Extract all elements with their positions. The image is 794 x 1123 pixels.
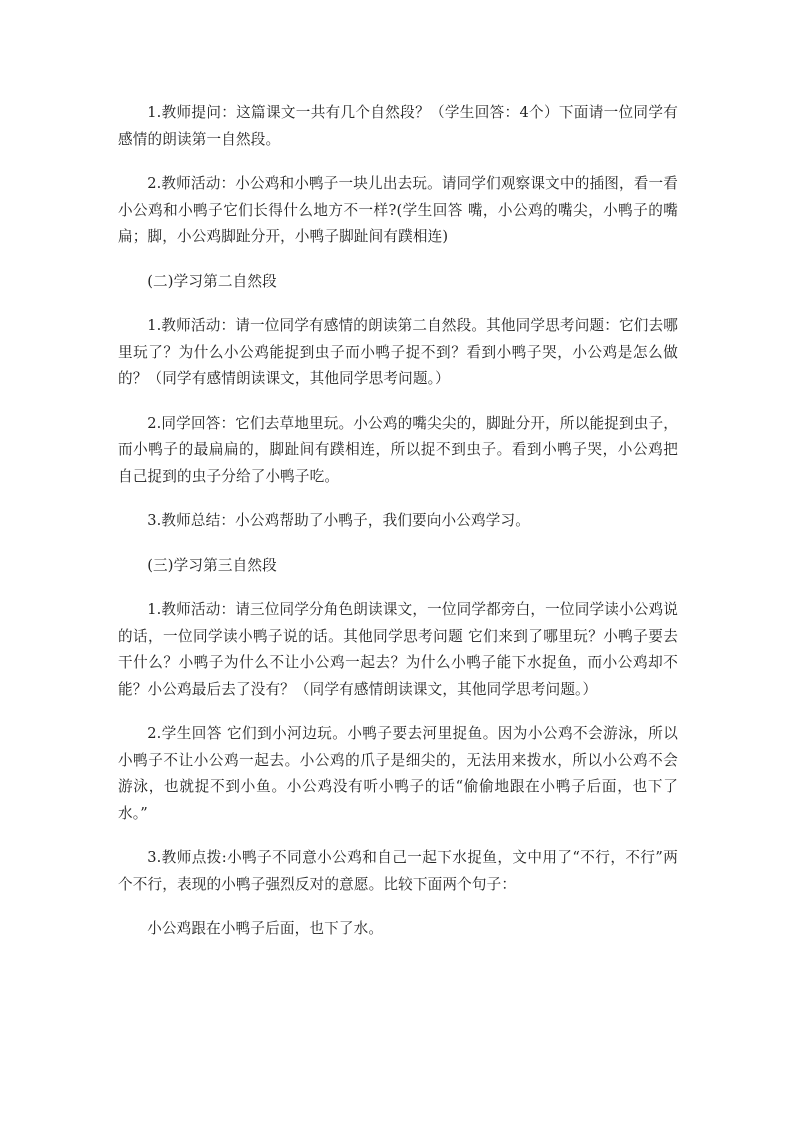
paragraph-teacher-activity-observe: 2.教师活动：小公鸡和小鸭子一块儿出去玩。请同学们观察课文中的插图，看一看小公鸡和小鸭子它们长得什么地方不一样?(学生回答 嘴，小公鸡的嘴尖，小鸭子的嘴扁；脚，小公鸡脚趾分开，小鸭子脚趾间有蹼相连) [118, 175, 678, 245]
paragraph-student-answer-third: 2.学生回答 它们到小河边玩。小鸭子要去河里捉鱼。因为小公鸡不会游泳，所以小鸭子不让小公鸡一起去。小公鸡的爪子是细尖的，无法用来拨水，所以小公鸡不会游泳，也就捉不到小鱼。小公鸡没有听小鸭子的话“偷偷地跟在小鸭子后面，也下了水。” [118, 725, 678, 822]
section-heading-second-paragraph: (二)学习第二自然段 [147, 272, 277, 290]
paragraph-teacher-activity-second: 1.教师活动：请一位同学有感情的朗读第二自然段。其他同学思考问题：它们去哪里玩了？为什么小公鸡能捉到虫子而小鸭子捉不到？看到小鸭子哭，小公鸡是怎么做的？（同学有感情朗读课文，其他同学思考问题。） [118, 317, 678, 387]
paragraph-teacher-question: 1.教师提问：这篇课文一共有几个自然段？（学生回答：4个）下面请一位同学有感情的朗读第一自然段。 [118, 104, 678, 148]
paragraph-teacher-summary: 3.教师总结：小公鸡帮助了小鸭子，我们要向小公鸡学习。 [147, 512, 531, 529]
paragraph-example-sentence: 小公鸡跟在小鸭子后面，也下了水。 [147, 920, 384, 937]
paragraph-teacher-activity-third: 1.教师活动：请三位同学分角色朗读课文，一位同学都旁白，一位同学读小公鸡说的话，一位同学读小鸭子说的话。其他同学思考问题 它们来到了哪里玩？小鸭子要去干什么？小鸭子为什么不让小公鸡一起去？为什么小鸭子能下水捉鱼，而小公鸡却不能？小公鸡最后去了没有？（同学有感情朗读课文，其他同学思考问题。） [118, 601, 678, 698]
section-heading-third-paragraph: (三)学习第三自然段 [147, 556, 277, 574]
document-body [118, 100, 678, 961]
paragraph-student-answer-second: 2.同学回答：它们去草地里玩。小公鸡的嘴尖尖的，脚趾分开，所以能捉到虫子，而小鸭子的最扁扁的，脚趾间有蹼相连，所以捉不到虫子。看到小鸭子哭，小公鸡把自己捉到的虫子分给了小鸭子吃。 [118, 414, 678, 485]
paragraph-teacher-guidance: 3.教师点拨:小鸭子不同意小公鸡和自己一起下水捉鱼，文中用了“不行，不行”两个不行，表现的小鸭子强烈反对的意愿。比较下面两个句子： [118, 849, 678, 893]
